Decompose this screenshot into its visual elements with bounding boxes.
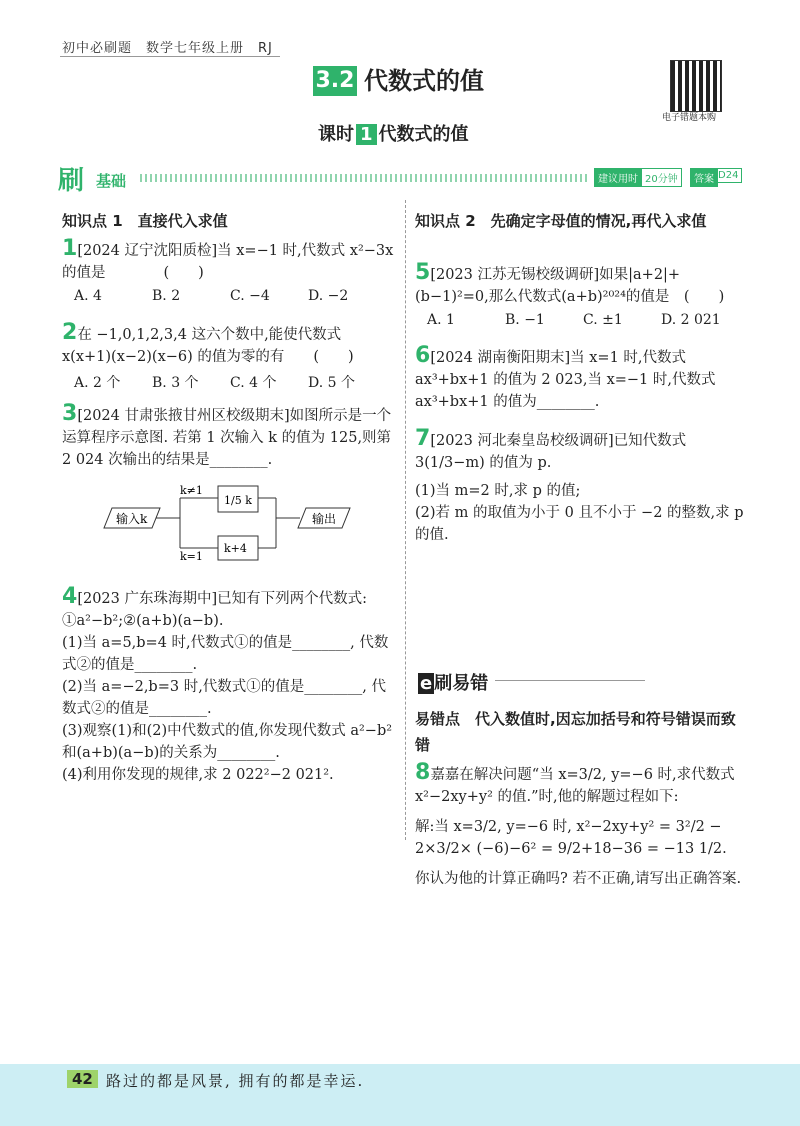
band-dots [140,174,590,182]
q1-option-b: B. 2 [152,288,181,304]
q7-part-1: (1)当 m=2 时,求 p 的值; [415,483,581,499]
q7-text: [2023 河北秦皇岛校级调研]已知代数式 3(1/3−m) 的值为 p. [415,433,687,471]
q2-number: 2 [62,320,78,345]
flow-output-text: 输出 [312,512,337,526]
question-2 [62,322,394,392]
footer-motto: 路过的都是风景, 拥有的都是幸运. [106,1072,365,1090]
book-header: 初中必刷题 数学七年级上册 RJ [62,41,273,56]
section-2-e-icon: e [420,673,433,694]
q4-number: 4 [62,584,78,609]
answer-value: D24 [714,168,742,183]
question-6 [415,345,745,413]
q6-number: 6 [415,343,431,368]
lesson-prefix: 课时 [318,124,354,145]
q2-option-a: A. 2 个 [74,375,121,391]
band-logo: 刷 [58,166,85,196]
q7-number: 7 [415,426,431,451]
flow-op2-text: k+4 [224,542,247,555]
header-underline [60,56,280,57]
q5-option-b: B. −1 [505,312,545,328]
flow-cond2: k=1 [180,550,203,563]
question-5 [415,262,745,328]
q8-solution: 解:当 x=3/2, y=−6 时, x²−2xy+y² = 3²/2 − 2×3/2× (−6)−6² = 9/2+18−36 = −13 1/2. [415,819,727,857]
section-2-line [495,680,645,681]
q4-part-4: (4)利用你发现的规律,求 2 022²−2 021². [62,767,334,783]
q8-number: 8 [415,760,431,785]
question-4 [62,586,394,786]
knowledge-point-2: 知识点 2 先确定字母值的情况,再代入求值 [415,212,707,230]
time-value: 20分钟 [641,168,682,187]
q5-option-a: A. 1 [427,312,455,328]
flow-diagram [100,484,360,564]
section-number: 3.2 [313,66,357,96]
qr-code[interactable] [670,60,722,112]
page-number: 42 [67,1070,98,1088]
section-2-title: 刷易错 [434,673,489,694]
q7-part-2: (2)若 m 的取值为小于 0 且不小于 −2 的整数,求 p 的值. [415,505,744,543]
answer-label: 答案 [690,168,718,187]
column-divider [405,200,406,840]
section-title: 代数式的值 [364,67,484,95]
band-subtitle: 基础 [96,172,127,190]
q4-text: [2023 广东珠海期中]已知有下列两个代数式: ①a²−b²;②(a+b)(a−b). [62,591,368,629]
lesson-number: 1 [356,124,377,145]
q4-part-1: (1)当 a=5,b=4 时,代数式①的值是________, 代数式②的值是________. [62,635,389,673]
q2-option-d: D. 5 个 [308,375,355,391]
q2-text: 在 −1,0,1,2,3,4 这六个数中,能使代数式 x(x+1)(x−2)(x−6) 的值为零的有 ( ) [62,327,354,365]
q8-ask: 你认为他的计算正确吗? 若不正确,请写出正确答案. [415,871,742,887]
q3-text: [2024 甘肃张掖甘州区校级期末]如图所示是一个运算程序示意图. 若第 1 次输入 k 的值为 125,则第 2 024 次输出的结果是________. [62,408,392,468]
question-1 [62,238,394,304]
q1-option-d: D. −2 [308,288,349,304]
q5-option-d: D. 2 021 [661,312,721,328]
flow-op1-text: 1/5 k [224,494,252,507]
section-2-logo [418,669,488,695]
flow-input-text: 输入k [116,512,148,526]
question-8 [415,762,745,890]
q1-text: [2024 辽宁沈阳质检]当 x=−1 时,代数式 x²−3x 的值是 ( ) [62,243,394,281]
q2-option-b: B. 3 个 [152,375,199,391]
q5-option-c: C. ±1 [583,312,623,328]
time-label: 建议用时 [594,168,642,187]
q3-number: 3 [62,401,78,426]
qr-label: 电子错题本购 [662,113,717,123]
q5-number: 5 [415,260,431,285]
lesson-title [318,120,469,146]
q8-text: 嘉嘉在解决问题“当 x=3/2, y=−6 时,求代数式 x²−2xy+y² 的值.”时,他的解题过程如下: [415,767,735,805]
lesson-name: 代数式的值 [378,124,469,145]
question-7 [415,428,745,546]
error-point: 易错点 代入数值时,因忘加括号和符号错误而致错 [415,710,736,754]
q2-option-c: C. 4 个 [230,375,277,391]
q6-text: [2024 湖南衡阳期末]当 x=1 时,代数式 ax³+bx+1 的值为 2 023,当 x=−1 时,代数式 ax³+bx+1 的值为________. [415,350,716,410]
q5-text: [2023 江苏无锡校级调研]如果|a+2|+(b−1)²=0,那么代数式(a+b)²⁰²⁴的值是 ( ) [415,267,725,305]
q1-option-a: A. 4 [74,288,102,304]
knowledge-point-1: 知识点 1 直接代入求值 [62,212,228,230]
q4-part-3: (3)观察(1)和(2)中代数式的值,你发现代数式 a²−b² 和(a+b)(a−b)的关系为________. [62,723,393,761]
flow-cond1: k≠1 [180,484,203,497]
q1-number: 1 [62,236,78,261]
q1-option-c: C. −4 [230,288,270,304]
q4-part-2: (2)当 a=−2,b=3 时,代数式①的值是________, 代数式②的值是________. [62,679,387,717]
question-3 [62,403,394,471]
